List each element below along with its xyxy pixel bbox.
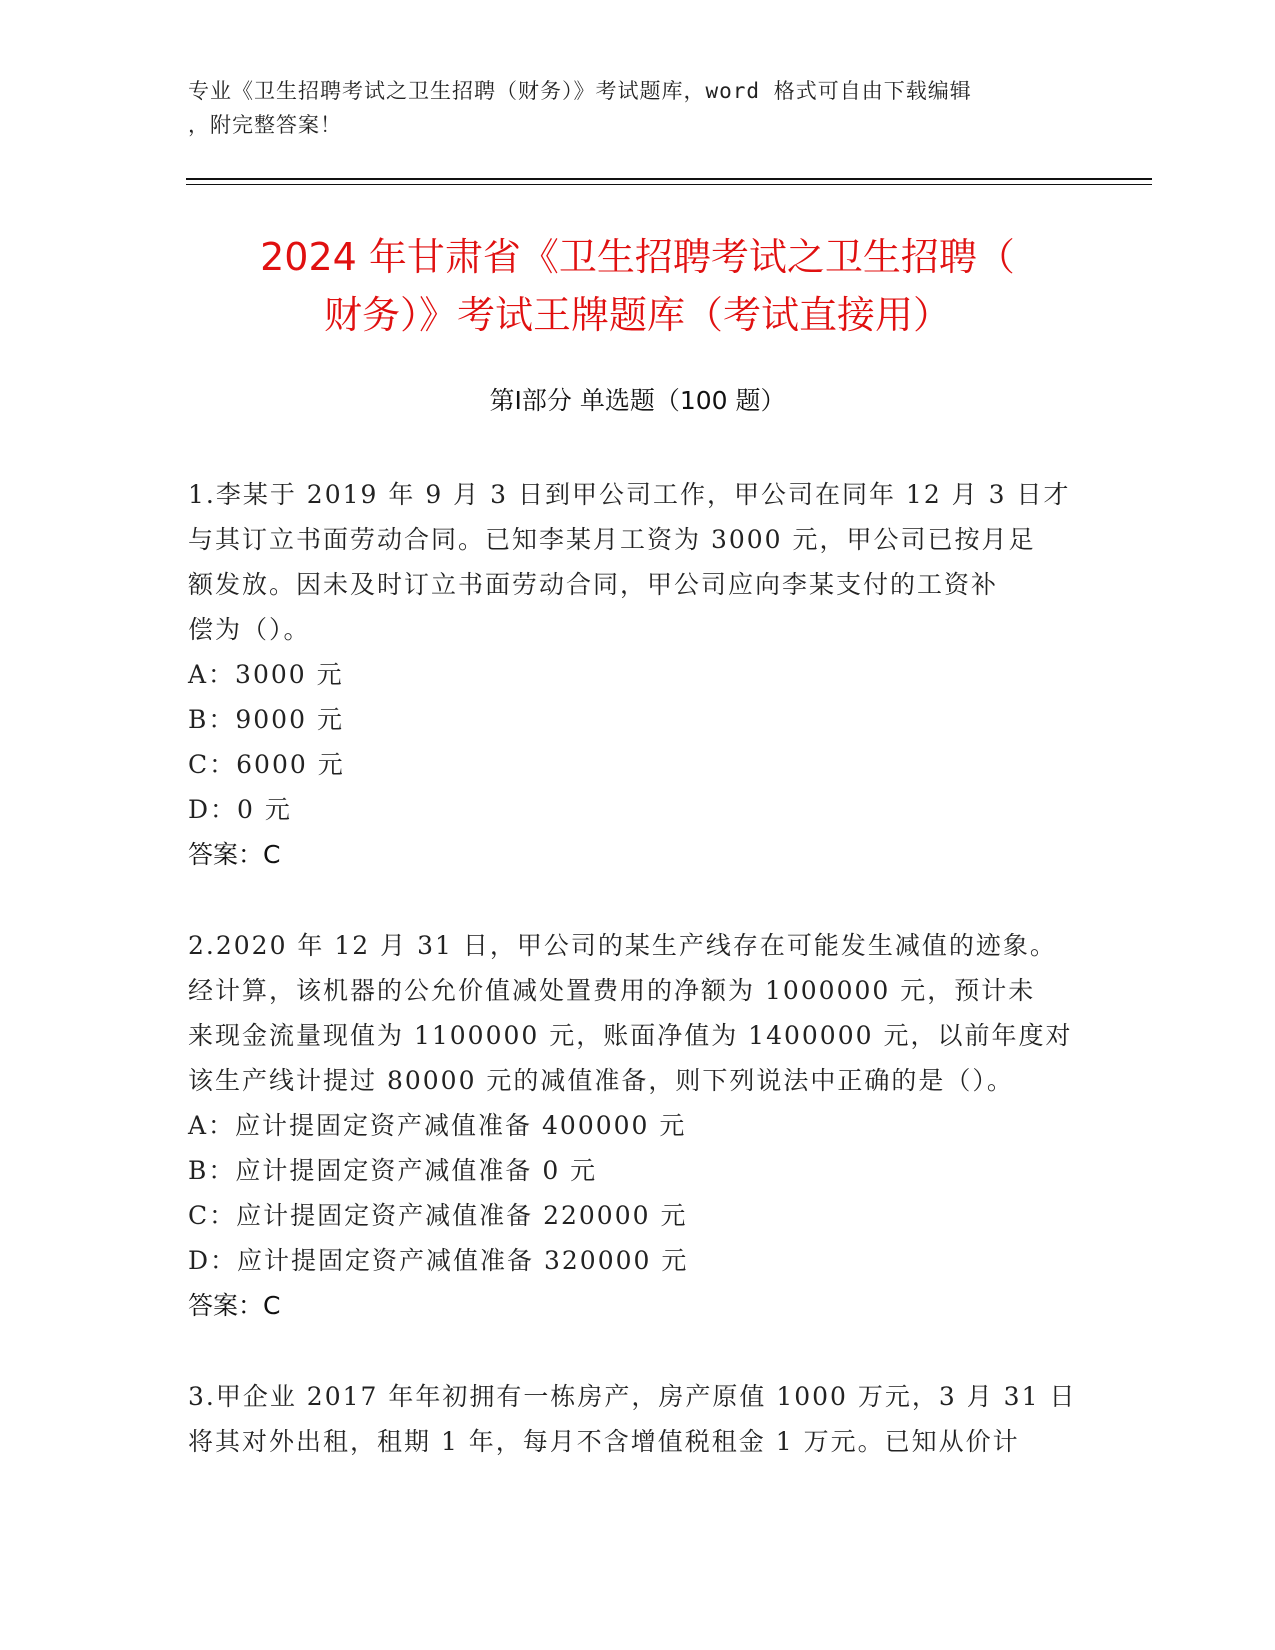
question-stem-line: 经计算，该机器的公允价值减处置费用的净额为 1000000 元，预计未	[188, 976, 1036, 1005]
option-d: D：应计提固定资产减值准备 320000 元	[188, 1246, 689, 1275]
option-d: D：0 元	[188, 795, 292, 824]
question-stem-line: 该生产线计提过 80000 元的减值准备，则下列说法中正确的是（）。	[188, 1066, 1014, 1095]
question-stem-line: 将其对外出租，租期 1 年，每月不含增值税租金 1 万元。已知从价计	[188, 1427, 1020, 1456]
option-c: C：6000 元	[188, 750, 345, 779]
answer-line: 答案：C	[188, 840, 281, 869]
option-a: A：应计提固定资产减值准备 400000 元	[188, 1111, 687, 1140]
question-3	[188, 1374, 1088, 1464]
document-title-line-2: 财务）》考试王牌题库（考试直接用）	[323, 293, 951, 337]
question-1	[188, 472, 1088, 877]
question-2	[188, 923, 1088, 1328]
header-note-line-1: 专业《卫生招聘考试之卫生招聘（财务）》考试题库，word 格式可自由下载编辑	[188, 79, 972, 103]
question-list	[188, 472, 1088, 1510]
header-divider-thick	[186, 178, 1152, 180]
question-stem-line: 1.李某于 2019 年 9 月 3 日到甲公司工作，甲公司在同年 12 月 3 日才	[188, 480, 1071, 509]
header-divider-thin	[186, 184, 1152, 185]
answer-line: 答案：C	[188, 1291, 281, 1320]
option-c: C：应计提固定资产减值准备 220000 元	[188, 1201, 688, 1230]
option-a: A：3000 元	[188, 660, 344, 689]
question-stem-line: 2.2020 年 12 月 31 日，甲公司的某生产线存在可能发生减值的迹象。	[188, 931, 1057, 960]
document-title-line-1: 2024 年甘肃省《卫生招聘考试之卫生招聘（	[260, 235, 1015, 279]
question-stem-line: 与其订立书面劳动合同。已知李某月工资为 3000 元，甲公司已按月足	[188, 525, 1036, 554]
header-note	[188, 74, 1088, 142]
question-stem-line: 额发放。因未及时订立书面劳动合同，甲公司应向李某支付的工资补	[188, 570, 999, 599]
header-note-line-2: ，附完整答案！	[188, 113, 342, 137]
option-b: B：应计提固定资产减值准备 0 元	[188, 1156, 598, 1185]
question-stem-line: 来现金流量现值为 1100000 元，账面净值为 1400000 元，以前年度对	[188, 1021, 1073, 1050]
option-b: B：9000 元	[188, 705, 344, 734]
question-stem-line: 3.甲企业 2017 年年初拥有一栋房产，房产原值 1000 万元，3 月 31 日	[188, 1382, 1077, 1411]
document-title	[150, 228, 1125, 344]
question-stem-line: 偿为（）。	[188, 615, 311, 644]
section-heading: 第Ⅰ部分 单选题（100 题）	[489, 386, 786, 415]
